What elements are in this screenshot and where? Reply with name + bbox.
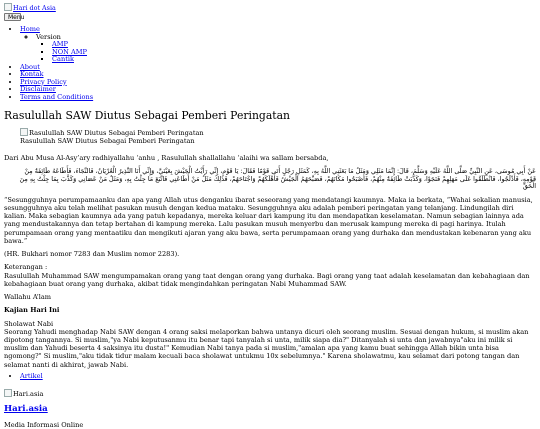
arabic-line-1: عَنْ أَبِي مُوسَى، عَنِ النَّبِيِّ صَلَّى اللَّهُ عَلَيْهِ وَسَلَّمَ، قَالَ: إِنَّمَا مَثَلِي وَمَثَلُ مَا بَعَثَنِي اللَّهُ بِهِ، كَمَثَلِ رَجُلٍ أَتَى قَوْمًا فَقَالَ: يَا قَوْمِ، إِنِّي رَأَيْتُ الْجَيْشَ بِعَيْنَيَّ، وَإِنِّي أَنَا النَّذِيرُ الْعُرْيَانُ، فَالنَّجَاءَ، فَأَطَاعَهُ طَائِفَةٌ مِنْ — [24, 166, 536, 175]
nav-item-version — [36, 34, 536, 64]
wallahu-alam: Wallahu A’lam — [4, 293, 52, 302]
nav-item-disclaimer — [20, 86, 536, 94]
arabic-hadith — [4, 168, 536, 191]
keterangan-block — [4, 263, 536, 288]
footer-logo — [4, 389, 536, 398]
nav-item-amp — [52, 41, 536, 49]
article-figure — [20, 128, 536, 145]
nav-link-cantik[interactable]: Cantik — [52, 55, 74, 64]
broken-image-icon — [4, 389, 12, 397]
kajian-heading: Kajian Hari Ini — [4, 306, 60, 315]
nav-label-version: Version — [36, 32, 61, 41]
menu-button[interactable]: Menu — [4, 13, 21, 21]
keterangan-title: Keterangan : — [4, 263, 48, 272]
sholawat-block — [4, 320, 536, 369]
nav-version-submenu — [36, 41, 536, 64]
hadith-reference: (HR. Bukhari nomor 7283 dan Muslim nomor 2283). — [4, 250, 180, 259]
footer-tagline: Media Informasi Online — [4, 421, 84, 429]
category-item — [20, 372, 536, 380]
nav-link-kontak[interactable]: Kontak — [20, 70, 44, 79]
nav-link-disclaimer[interactable]: Disclaimer — [20, 85, 56, 94]
article-image-alt: Rasulullah SAW Diutus Sebagai Pemberi Peringatan — [29, 129, 204, 138]
nav-item-non-amp — [52, 49, 536, 57]
nav-link-about[interactable]: About — [20, 62, 40, 71]
nav-item-terms — [20, 94, 536, 102]
article-image — [20, 128, 536, 137]
footer-logo-alt: Hari.asia — [13, 390, 44, 399]
article-image-caption: Rasulullah SAW Diutus Sebagai Pemberi Peringatan — [20, 137, 195, 146]
keterangan-body: Rasulullah Muhammad SAW mengumpamakan orang yang taat dengan orang yang durhaka. Bagi orang yang taat adalah keselamatan dan kebahagiaan dan kebahagiaan buat orang yang durhaka, akibat tidak mengindahkan peringatan Nabi Muhammad SAW. — [4, 271, 530, 288]
sholawat-title: Sholawat Nabi — [4, 319, 54, 328]
category-link-artikel[interactable]: Artikel — [20, 371, 43, 380]
nav-link-amp[interactable]: AMP — [52, 40, 68, 49]
site-logo-link[interactable] — [4, 3, 56, 11]
arabic-line-3: الْحَقِّ — [522, 182, 536, 191]
nav-link-privacy[interactable]: Privacy Policy — [20, 77, 67, 86]
site-logo-alt: Hari dot Asia — [13, 4, 56, 12]
arabic-line-2: قَوْمِهِ، فَأَدْلَجُوا، فَانْطَلَقُوا عَلَى مَهَلِهِمْ فَنَجَوْا، وَكَذَّبَتْ طَائِفَةٌ مِنْهُمْ، فَأَصْبَحُوا مَكَانَهُمْ، فَصَبَّحَهُمُ الْجَيْشُ فَأَهْلَكَهُمْ وَاجْتَاحَهُمْ، فَذَلِكَ مَثَلُ مَنْ أَطَاعَنِي فَاتَّبَعَ مَا جِئْتُ بِهِ، وَمَثَلُ مَنْ عَصَانِي وَكَذَّبَ بِمَا جِئْتُ بِهِ مِنَ — [19, 174, 536, 183]
footer-site-link[interactable]: Hari.asia — [4, 404, 48, 415]
nav-link-non-amp[interactable]: NON AMP — [52, 47, 87, 56]
footer-site-name — [4, 404, 536, 415]
nav-item-cantik — [52, 56, 536, 64]
broken-image-icon — [4, 3, 12, 11]
nav-submenu — [20, 34, 536, 64]
article-title: Rasulullah SAW Diutus Sebagai Pemberi Peringatan — [4, 109, 290, 123]
sholawat-body: Seorang Yahudi menghadap Nabi SAW dengan 4 orang saksi melaporkan bahwa untanya dicuri oleh seorang muslim. Sesuai dengan hukum, si muslim akan dipotong tangannya. Si muslim,"ya Nabi keputusanmu itu benar tapi tanyalah si unta, milik siapa dia?" Ditanyalah si unta dan jawabnya"aku ini milik si muslim dan Yahudi beserta 4 saksinya itu dusta!" Kemudian Nabi tanya pada si muslim,"amalan apa yang kamu buat sehingga Allah bikin unta bisa ngomong?" Si muslim,"aku tidak tidur malam kecuali baca sholawat untukmu 10x sebelumnya." Karena sholawatmu, kau selamat dari potong tangan dan selamat nanti di akhirat, jawab Nabi. — [4, 327, 529, 369]
nav-item-home — [20, 26, 536, 64]
main-nav — [4, 26, 536, 101]
narration-text: Dari Abu Musa Al-Asy’ary radhiyallahu ‘anhu , Rasulullah shallallahu ‘alaihi wa sallam bersabda, — [4, 153, 329, 162]
broken-image-icon — [20, 128, 28, 136]
nav-link-home[interactable]: Home — [20, 25, 40, 34]
nav-item-about — [20, 64, 536, 72]
nav-item-privacy — [20, 79, 536, 87]
category-list — [4, 372, 536, 380]
nav-link-terms[interactable]: Terms and Conditions — [20, 92, 94, 101]
nav-item-kontak — [20, 71, 536, 79]
hadith-translation: “Sesungguhnya perumpamaanku dan apa yang Allah utus denganku ibarat seseorang yang mendatangi kaumnya. Maka ia berkata, “Wahai sekalian manusia, sesungguhnya aku telah melihat pasukan musuh dengan kedua mataku. Sesungguhnya aku adalah pemberi peringatan yang telanjang. Lindungilah diri kalian. Maka sebagian kaumnya ada yang patuh kepadanya, mereka keluar dari kampung itu dan mendapatkan keselamatan. Namun sebagian lainnya ada yang mendustakannya dan tetap bertahan di kampung mereka. Lalu pasukan musuh menyerbu dan merusak kampung mereka di pagi harinya. Itulah perumpamaan orang yang mentaatiku dan mengikuti ajaran yang aku bawa, serta perumpamaan orang yang durhaka dan mendustakan kebenaran yang aku bawa.” — [4, 195, 533, 245]
